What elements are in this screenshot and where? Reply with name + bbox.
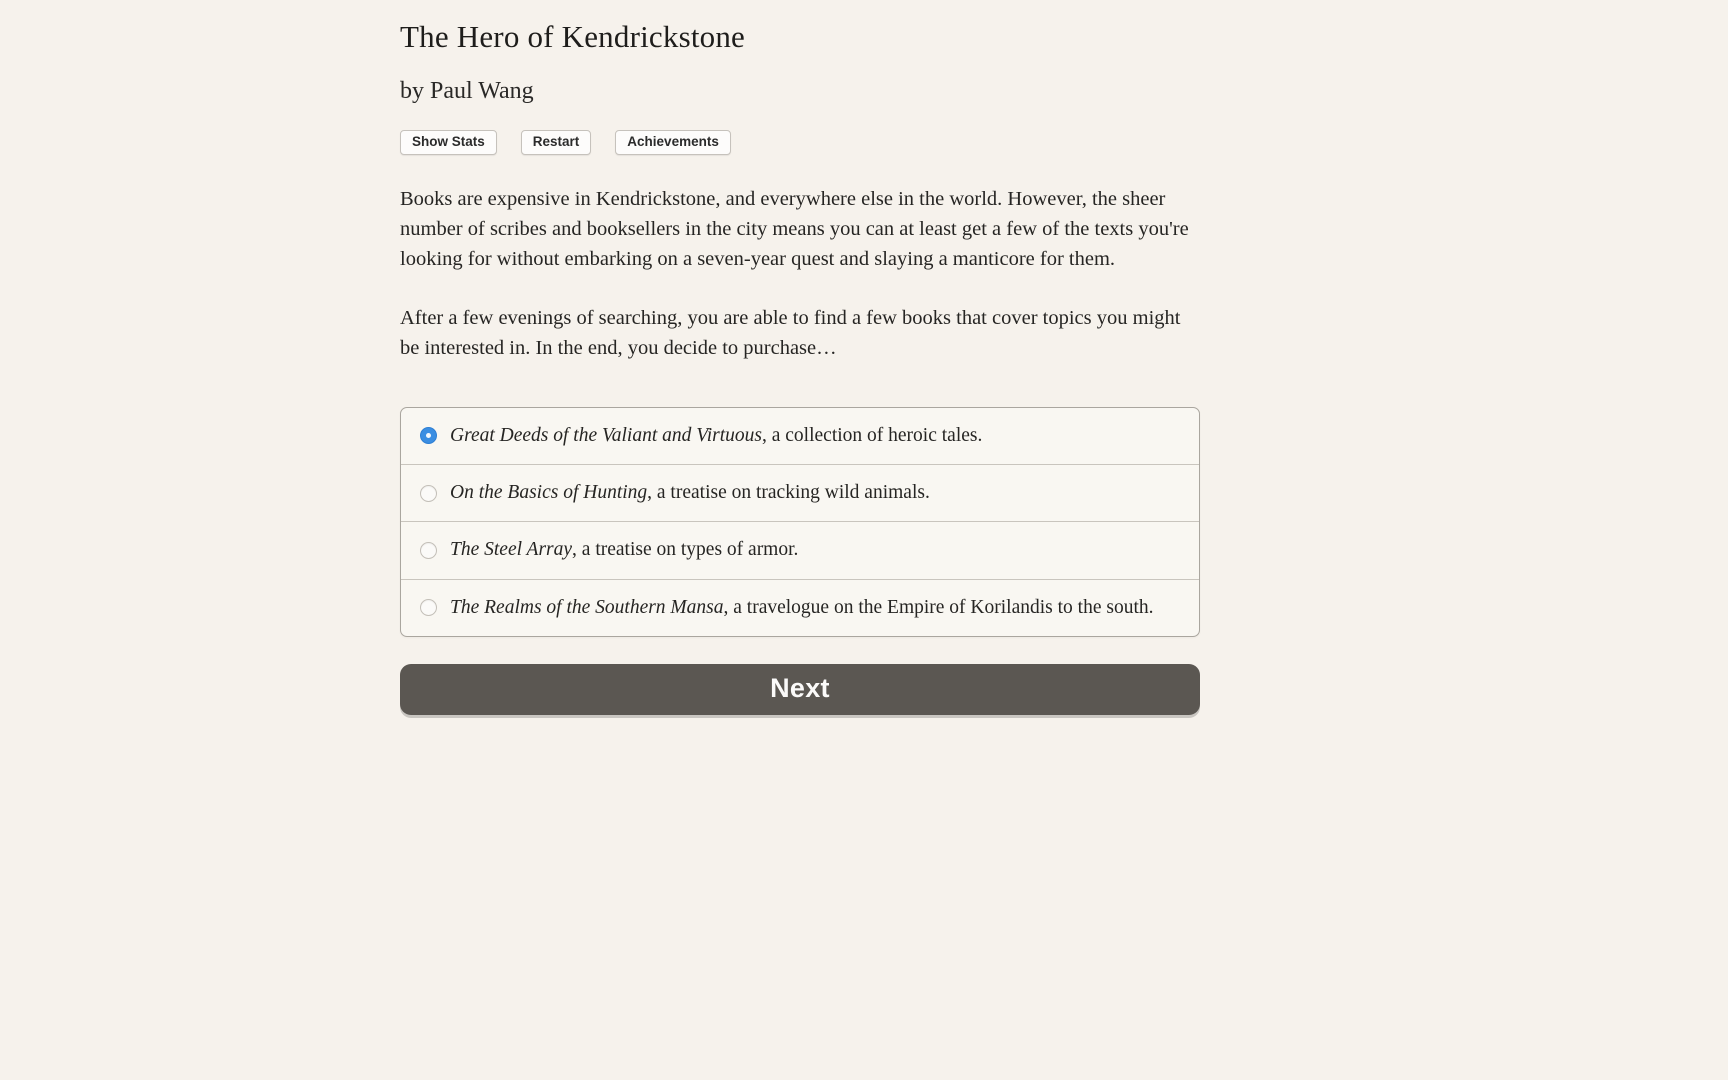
book-title: The Realms of the Southern Mansa xyxy=(450,596,724,618)
book-title: The Steel Array xyxy=(450,539,573,561)
choice-option[interactable] xyxy=(401,408,1199,464)
next-button[interactable]: Next xyxy=(400,664,1200,715)
story-column xyxy=(400,0,1200,715)
choice-option[interactable] xyxy=(401,579,1199,636)
choice-label xyxy=(450,595,1154,621)
choice-label xyxy=(450,537,798,563)
author-byline: by Paul Wang xyxy=(400,78,534,104)
story-text xyxy=(400,185,1200,364)
page-title: The Hero of Kendrickstone xyxy=(400,19,746,54)
story-paragraph: Books are expensive in Kendrickstone, and everywhere else in the world. However, the sheer number of scribes and booksellers in the city means you can at least get a few of the texts you're looking for without embarking on a seven-year quest and slaying a manticore for them. xyxy=(400,188,1189,271)
choice-list xyxy=(400,407,1200,637)
book-title: Great Deeds of the Valiant and Virtuous xyxy=(450,424,762,446)
choice-label xyxy=(450,423,982,449)
choice-description: , a collection of heroic tales. xyxy=(761,424,983,446)
radio-button-icon[interactable] xyxy=(420,542,437,559)
choice-description: , a treatise on tracking wild animals. xyxy=(647,482,930,504)
choice-option[interactable] xyxy=(401,464,1199,521)
choice-description: , a travelogue on the Empire of Korilandis to the south. xyxy=(723,596,1154,618)
show-stats-button[interactable]: Show Stats xyxy=(400,130,497,155)
story-paragraph: After a few evenings of searching, you are able to find a few books that cover topics you might be interested in. In the end, you decide to purchase… xyxy=(400,306,1181,359)
choice-option[interactable] xyxy=(401,521,1199,578)
toolbar xyxy=(400,130,1200,155)
radio-button-icon[interactable] xyxy=(420,485,437,502)
radio-button-icon[interactable] xyxy=(420,427,437,444)
book-title: On the Basics of Hunting xyxy=(450,482,648,504)
choice-description: , a treatise on types of armor. xyxy=(572,539,799,561)
choice-label xyxy=(450,480,930,506)
radio-button-icon[interactable] xyxy=(420,599,437,616)
achievements-button[interactable]: Achievements xyxy=(615,130,731,155)
restart-button[interactable]: Restart xyxy=(521,130,592,155)
